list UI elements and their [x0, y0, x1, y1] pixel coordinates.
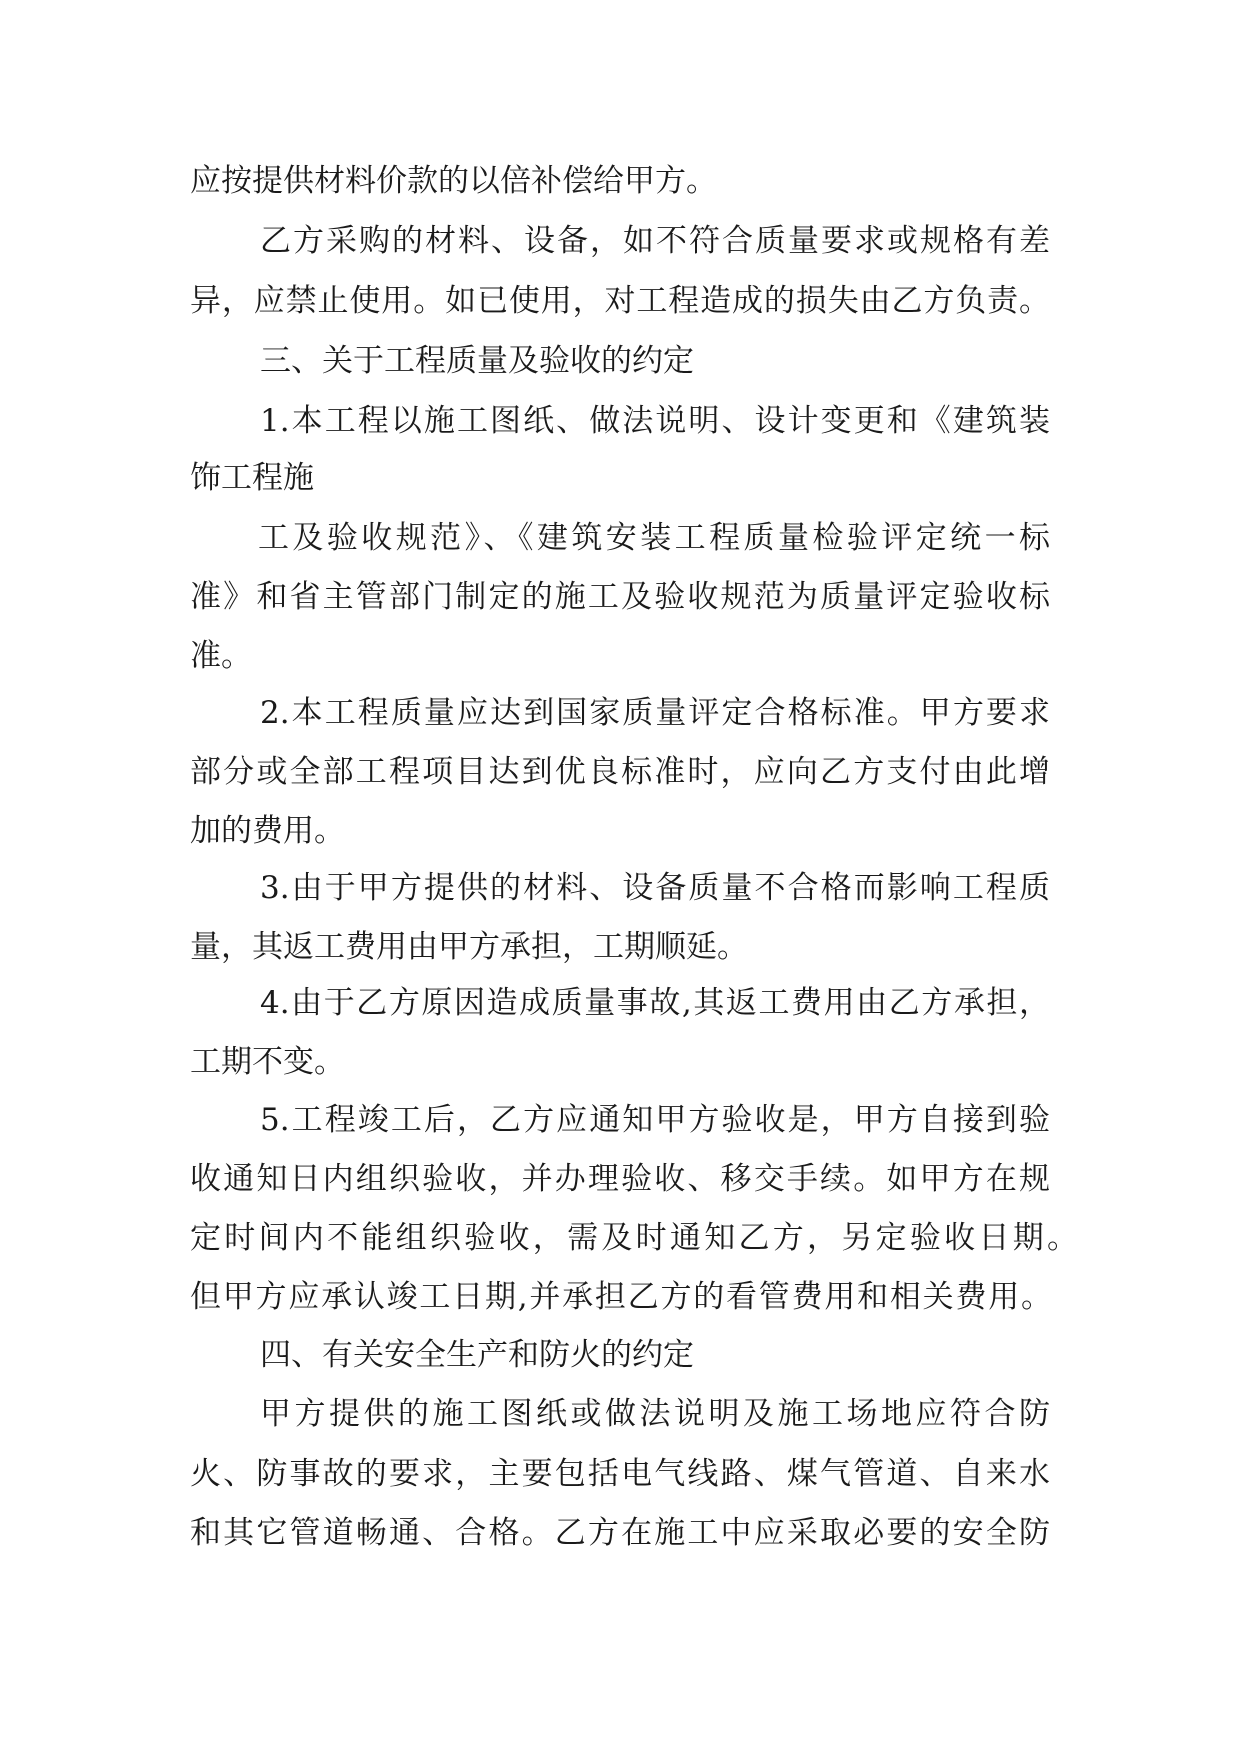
text-line: 收通知日内组织验收，并办理验收、移交手续。如甲方在规: [190, 1161, 1050, 1197]
text-line: 甲方提供的施工图纸或做法说明及施工场地应符合防: [260, 1396, 1050, 1432]
text-line: 3.由于甲方提供的材料、设备质量不合格而影响工程质: [260, 870, 1050, 906]
text-line: 乙方采购的材料、设备，如不符合质量要求或规格有差: [260, 223, 1050, 259]
text-line: 4.由于乙方原因造成质量事故,其返工费用由乙方承担，: [260, 985, 1050, 1021]
text-line: 定时间内不能组织验收，需及时通知乙方，另定验收日期。: [190, 1220, 1078, 1256]
text-line: 1.本工程以施工图纸、做法说明、设计变更和《建筑装: [260, 403, 1050, 439]
text-line: 准》和省主管部门制定的施工及验收规范为质量评定验收标: [190, 579, 1050, 615]
text-line: 工及验收规范》、《建筑安装工程质量检验评定统一标: [258, 520, 1050, 556]
text-line: 应按提供材料价款的以倍补偿给甲方。: [190, 163, 717, 199]
text-line: 5.工程竣工后，乙方应通知甲方验收是，甲方自接到验: [260, 1102, 1050, 1138]
text-line: 工期不变。: [190, 1044, 345, 1080]
text-line: 饰工程施: [190, 460, 314, 496]
text-line: 准。: [190, 638, 252, 674]
text-line: 加的费用。: [190, 813, 345, 849]
text-line: 和其它管道畅通、合格。乙方在施工中应采取必要的安全防: [190, 1515, 1050, 1551]
text-line: 部分或全部工程项目达到优良标准时，应向乙方支付由此增: [190, 754, 1050, 790]
section-heading: 四、有关安全生产和防火的约定: [260, 1337, 694, 1373]
section-heading: 三、关于工程质量及验收的约定: [260, 343, 694, 379]
text-line: 异，应禁止使用。如已使用，对工程造成的损失由乙方负责。: [190, 283, 1050, 319]
text-line: 量，其返工费用由甲方承担，工期顺延。: [190, 929, 748, 965]
text-line: 2.本工程质量应达到国家质量评定合格标准。甲方要求: [260, 695, 1050, 731]
text-line: 火、防事故的要求，主要包括电气线路、煤气管道、自来水: [190, 1456, 1050, 1492]
text-line: 但甲方应承认竣工日期,并承担乙方的看管费用和相关费用。: [190, 1279, 1052, 1315]
